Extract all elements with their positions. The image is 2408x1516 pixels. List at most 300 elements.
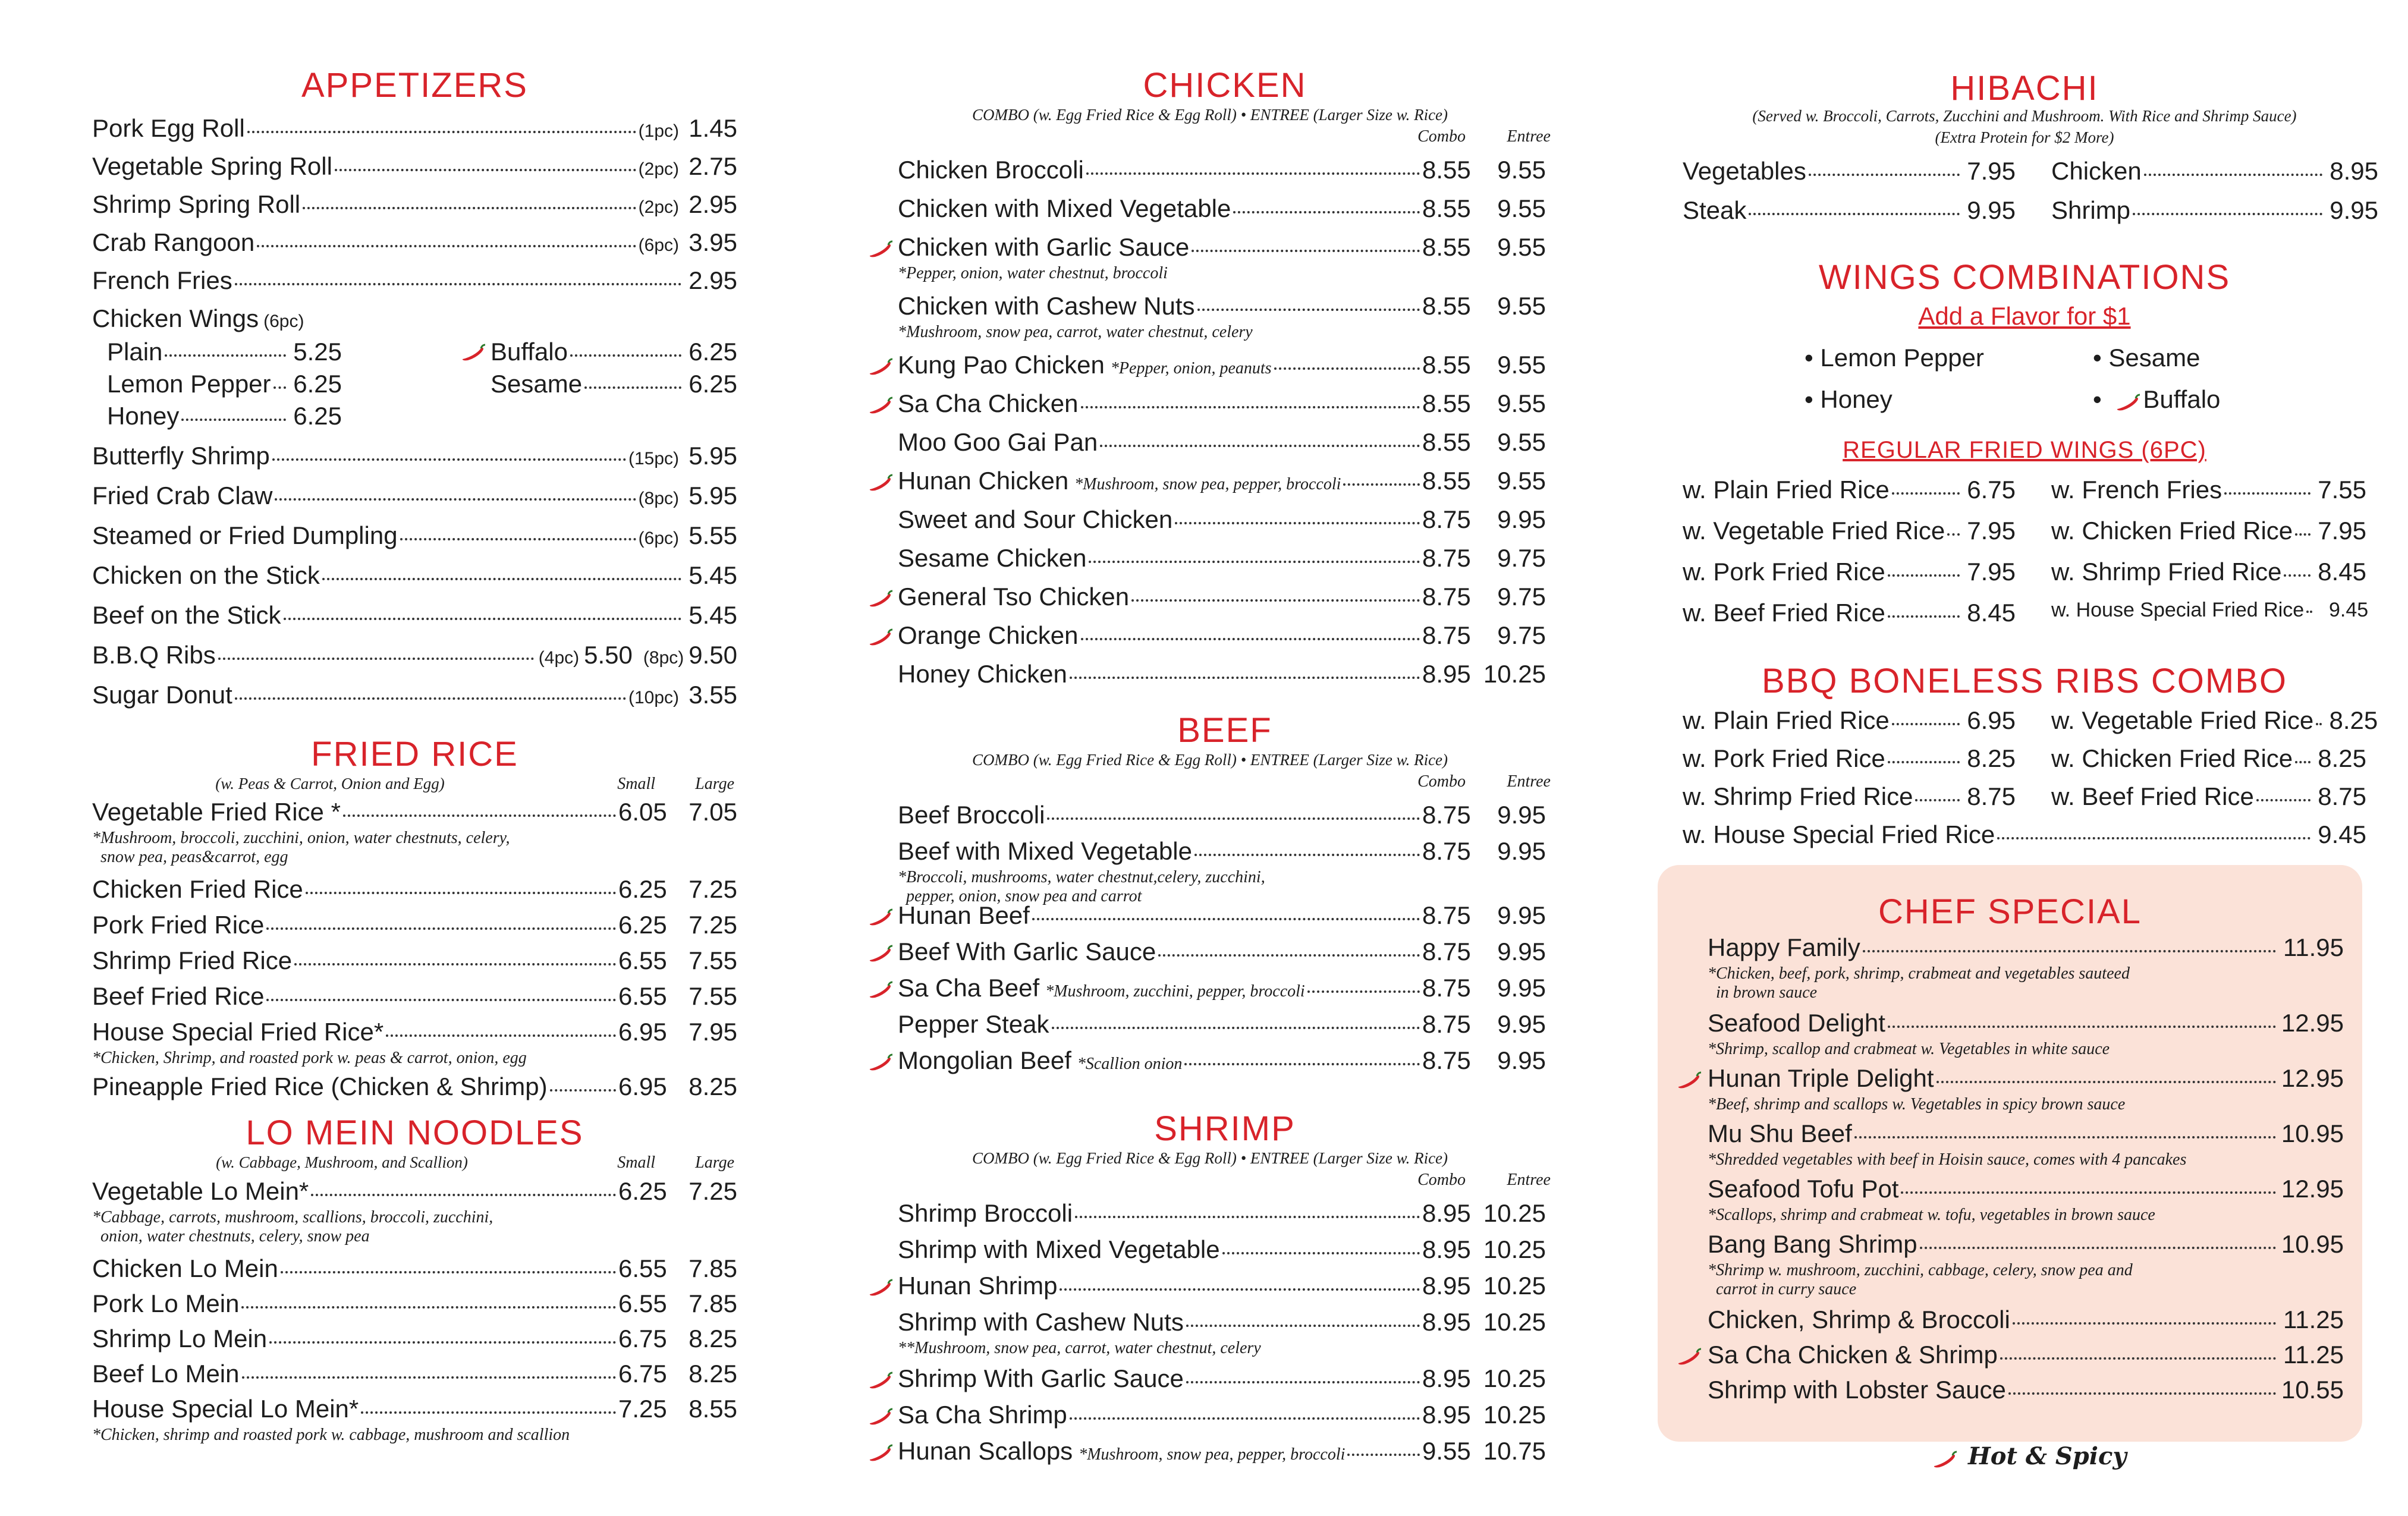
piece-count: (6pc) xyxy=(638,529,679,548)
item-name: General Tso Chicken xyxy=(898,583,1130,611)
menu-item xyxy=(1708,1230,2344,1259)
item-name: Sa Cha Chicken & Shrimp xyxy=(1708,1341,1998,1369)
item-price: 7.55 xyxy=(689,982,737,1010)
flavor-name: Buffalo xyxy=(2136,385,2221,413)
item-price: 9.95 xyxy=(1497,901,1546,929)
menu-item xyxy=(1708,1175,2344,1203)
piece-count: (10pc) xyxy=(628,688,679,707)
item-price: 9.55 xyxy=(1497,233,1546,261)
piece-count: (6pc) xyxy=(638,235,679,255)
item-price: 6.25 xyxy=(618,1177,667,1205)
item-price: 12.95 xyxy=(2281,1009,2344,1037)
bullet: • xyxy=(1805,344,1813,372)
menu-item xyxy=(1683,157,2016,185)
item-name: Chicken Broccoli xyxy=(898,156,1084,184)
item-name: Bang Bang Shrimp xyxy=(1708,1230,1917,1258)
item-name: Sa Cha Shrimp xyxy=(898,1401,1067,1429)
section-note: (Served w. Broccoli, Carrots, Zucchini and Mushroom. With Rice and Shrimp Sauce) xyxy=(1752,107,2297,125)
dot-leader xyxy=(269,1338,616,1344)
dot-leader xyxy=(1888,571,1960,577)
menu-item xyxy=(92,911,737,939)
item-price: 9.55 xyxy=(1497,428,1546,456)
item-price: 6.55 xyxy=(618,1289,667,1317)
dot-leader xyxy=(1158,951,1420,957)
menu-item xyxy=(1683,558,2016,586)
item-name: Shrimp Lo Mein xyxy=(92,1325,268,1353)
item-price: 9.45 xyxy=(2318,820,2366,848)
item-price: 10.25 xyxy=(1483,1235,1546,1263)
dot-leader xyxy=(322,574,681,580)
dot-leader xyxy=(2316,719,2322,725)
item-name: w. Shrimp Fried Rice xyxy=(1683,782,1913,810)
dot-leader xyxy=(1892,489,1960,495)
dot-leader xyxy=(1274,364,1420,370)
dot-leader xyxy=(1749,209,1960,215)
dot-leader xyxy=(272,455,626,461)
item-price: 7.25 xyxy=(689,875,737,903)
chili-pepper-icon xyxy=(868,474,893,492)
item-price: 5.45 xyxy=(689,601,737,629)
dot-leader xyxy=(266,995,616,1001)
dot-leader xyxy=(1809,170,1960,176)
item-note: *Mushroom, snow pea, pepper, broccoli xyxy=(1074,475,1341,493)
menu-item xyxy=(92,442,737,470)
menu-item xyxy=(2051,744,2366,773)
item-name: Steamed or Fried Dumpling xyxy=(92,521,398,549)
bullet: • xyxy=(1805,385,1813,413)
section-title: LO MEIN NOODLES xyxy=(246,1114,584,1152)
chili-pepper-icon xyxy=(868,1053,893,1071)
item-price: 8.95 xyxy=(1422,1235,1471,1263)
dot-leader xyxy=(1089,557,1420,563)
item-name: w. Pork Fried Rice xyxy=(1683,558,1885,586)
item-price: 12.95 xyxy=(2281,1175,2344,1203)
section-note: (w. Cabbage, Mushroom, and Scallion) xyxy=(216,1153,468,1171)
item-price: 10.25 xyxy=(1483,1272,1546,1300)
item-name: Chicken Fried Rice xyxy=(92,875,303,903)
menu-item xyxy=(898,1010,1546,1039)
menu-item xyxy=(898,467,1546,495)
dot-leader xyxy=(241,1303,616,1309)
dot-leader xyxy=(1175,518,1420,524)
item-name: Mu Shu Beef xyxy=(1708,1119,1852,1147)
item-name: Shrimp Broccoli xyxy=(898,1199,1073,1227)
item-price: 7.55 xyxy=(2318,476,2366,504)
chili-pepper-icon xyxy=(868,1444,893,1462)
wing-flavor xyxy=(491,370,737,398)
item-name: w. House Special Fried Rice xyxy=(2051,599,2305,621)
item-description: in brown sauce xyxy=(1716,983,1818,1002)
dot-leader xyxy=(1100,441,1420,447)
dot-leader xyxy=(550,1086,616,1092)
dot-leader xyxy=(1070,1414,1420,1420)
chili-pepper-icon xyxy=(868,1279,893,1297)
dot-leader xyxy=(1888,757,1960,763)
item-price: 8.75 xyxy=(1422,1010,1471,1038)
hot-spicy-legend: Hot & Spicy xyxy=(1968,1442,2127,1470)
item-name: w. French Fries xyxy=(2051,476,2222,504)
section-title: APPETIZERS xyxy=(301,66,528,105)
item-name: Shrimp with Mixed Vegetable xyxy=(898,1235,1220,1263)
item-price: 7.55 xyxy=(689,946,737,974)
item-name: Beef With Garlic Sauce xyxy=(898,938,1156,965)
menu-item xyxy=(1683,196,2016,225)
item-name: Sa Cha Chicken xyxy=(898,389,1079,417)
column-header: Entree xyxy=(1507,772,1551,791)
dot-leader xyxy=(1194,850,1420,856)
item-price: 9.55 xyxy=(1497,467,1546,495)
item-name: Beef on the Stick xyxy=(92,601,281,629)
item-price: 8.45 xyxy=(1967,599,2016,627)
item-price: 10.95 xyxy=(2281,1230,2344,1258)
item-price: 8.55 xyxy=(1422,292,1471,320)
item-price: 6.25 xyxy=(293,370,342,398)
menu-item xyxy=(92,1177,737,1206)
flavor-name: Honey xyxy=(1813,385,1893,413)
menu-item xyxy=(1708,1009,2344,1037)
item-name: Pepper Steak xyxy=(898,1010,1049,1038)
section-note: COMBO (w. Egg Fried Rice & Egg Roll) • ENTREE (Larger Size w. Rice) xyxy=(972,1149,1448,1167)
menu-item xyxy=(92,1360,737,1388)
dot-leader xyxy=(294,960,616,965)
item-description: *Beef, shrimp and scallops w. Vegetables in spicy brown sauce xyxy=(1708,1095,2126,1114)
section-title: BBQ BONELESS RIBS COMBO xyxy=(1762,662,2287,700)
item-price: 8.45 xyxy=(2318,558,2366,586)
item-name: Vegetable Spring Roll xyxy=(92,152,332,180)
section-title: FRIED RICE xyxy=(311,735,518,773)
item-name: Sweet and Sour Chicken xyxy=(898,505,1173,533)
menu-item xyxy=(2051,196,2378,225)
dot-leader xyxy=(281,1267,616,1273)
dot-leader xyxy=(2013,1319,2276,1325)
item-price: 6.55 xyxy=(618,982,667,1010)
menu-item xyxy=(1683,476,2016,504)
item-price: 8.75 xyxy=(1967,782,2016,810)
item-price: 9.50 xyxy=(689,641,737,669)
item-price: 10.25 xyxy=(1483,660,1546,688)
item-price: 8.75 xyxy=(1422,801,1471,829)
item-price: 11.95 xyxy=(2283,933,2344,961)
section-title: SHRIMP xyxy=(1154,1109,1296,1148)
item-price: 5.50 xyxy=(584,641,633,669)
item-description: *Scallops, shrimp and crabmeat w. tofu, vegetables in brown sauce xyxy=(1708,1206,2155,1224)
chili-pepper-icon xyxy=(1932,1451,1957,1468)
dot-leader xyxy=(2306,607,2312,613)
menu-item xyxy=(92,681,737,709)
item-price: 8.75 xyxy=(1422,938,1471,965)
item-description: pepper, onion, snow pea and carrot xyxy=(906,887,1142,905)
bullet: • xyxy=(2093,344,2102,372)
chili-pepper-icon xyxy=(461,344,486,361)
chili-pepper-icon xyxy=(868,981,893,999)
menu-item xyxy=(92,1254,737,1283)
item-price: 8.55 xyxy=(689,1395,737,1423)
item-name: Beef Broccoli xyxy=(898,801,1045,829)
item-name: Beef Fried Rice xyxy=(92,982,265,1010)
item-price: 8.25 xyxy=(2329,706,2378,734)
item-price: 6.05 xyxy=(618,798,667,826)
flavor-option xyxy=(2093,344,2200,372)
item-price: 8.75 xyxy=(1422,621,1471,649)
item-note: *Scallion onion xyxy=(1077,1055,1183,1073)
dot-leader xyxy=(2284,571,2310,577)
item-price: 5.95 xyxy=(689,442,737,470)
item-name: Shrimp Spring Roll xyxy=(92,190,301,218)
dot-leader xyxy=(1186,1377,1420,1383)
item-price: 9.95 xyxy=(1497,505,1546,533)
add-flavor-link[interactable]: Add a Flavor for $1 xyxy=(1918,302,2131,330)
item-name: Shrimp with Cashew Nuts xyxy=(898,1308,1184,1336)
item-price: 9.95 xyxy=(1497,938,1546,965)
item-price: 7.25 xyxy=(618,1395,667,1423)
item-price: 9.55 xyxy=(1497,194,1546,222)
menu-item xyxy=(92,982,737,1011)
menu-item xyxy=(1708,1306,2344,1334)
item-price: 8.95 xyxy=(1422,1199,1471,1227)
dot-leader xyxy=(1032,914,1420,920)
menu-item xyxy=(92,114,737,143)
item-price: 7.25 xyxy=(689,1177,737,1205)
wing-flavor xyxy=(107,338,342,366)
dot-leader xyxy=(2295,530,2310,536)
column-header: Entree xyxy=(1507,127,1551,146)
item-price: 8.75 xyxy=(1422,583,1471,611)
section-title: HIBACHI xyxy=(1950,69,2099,108)
item-name: Seafood Tofu Pot xyxy=(1708,1175,1899,1203)
menu-item xyxy=(92,482,737,510)
item-name: Hunan Beef xyxy=(898,901,1030,929)
item-name: Chicken with Garlic Sauce xyxy=(898,233,1190,261)
menu-item xyxy=(2051,476,2366,504)
piece-count: (2pc) xyxy=(638,159,679,179)
item-price: 1.45 xyxy=(689,114,737,142)
item-price: 9.55 xyxy=(1497,389,1546,417)
item-name: Pork Egg Roll xyxy=(92,114,245,142)
item-description: *Shrimp, scallop and crabmeat w. Vegetables in white sauce xyxy=(1708,1040,2110,1058)
piece-count: (8pc) xyxy=(638,489,679,508)
column-header: Large xyxy=(695,775,734,793)
item-price: 8.55 xyxy=(1422,428,1471,456)
section-note: (Extra Protein for $2 More) xyxy=(1935,128,2114,146)
menu-item xyxy=(898,938,1546,966)
item-price: 8.25 xyxy=(689,1360,737,1388)
item-price: 9.95 xyxy=(1497,974,1546,1002)
item-price: 7.85 xyxy=(689,1254,737,1282)
menu-item xyxy=(1683,599,2016,627)
item-description: *Chicken, Shrimp, and roasted pork w. peas & carrot, onion, egg xyxy=(92,1049,527,1067)
item-price: 11.25 xyxy=(2283,1341,2344,1369)
dot-leader xyxy=(1047,814,1420,820)
item-price: 7.95 xyxy=(1967,517,2016,545)
item-name: Sesame Chicken xyxy=(898,544,1087,572)
section-note: (w. Peas & Carrot, Onion and Egg) xyxy=(215,775,445,792)
item-name: Shrimp with Lobster Sauce xyxy=(1708,1376,2006,1404)
item-price: 2.75 xyxy=(689,152,737,180)
item-price: 5.45 xyxy=(689,561,737,589)
menu-item xyxy=(1708,933,2344,962)
menu-item xyxy=(898,837,1546,866)
menu-item xyxy=(1708,1119,2344,1148)
menu-item xyxy=(92,228,737,257)
menu-item xyxy=(898,156,1546,184)
menu-item xyxy=(898,1046,1546,1075)
chili-pepper-icon xyxy=(1677,1348,1702,1366)
flavor-name: Sesame xyxy=(2101,344,2200,372)
menu-item xyxy=(92,1395,737,1423)
menu-item xyxy=(92,152,737,181)
item-price: 8.55 xyxy=(1422,467,1471,495)
item-price: 10.25 xyxy=(1483,1401,1546,1429)
item-price: 8.95 xyxy=(1422,660,1471,688)
piece-count: (6pc) xyxy=(263,312,304,331)
item-name: w. Chicken Fried Rice xyxy=(2051,744,2293,772)
column-header: Small xyxy=(617,1153,655,1172)
menu-item xyxy=(92,266,737,295)
item-name: Kung Pao Chicken xyxy=(898,351,1105,379)
menu-item xyxy=(898,1401,1546,1429)
item-name: Chicken Lo Mein xyxy=(92,1254,278,1282)
item-price: 6.25 xyxy=(689,370,737,398)
dot-leader xyxy=(1184,1059,1420,1065)
dot-leader xyxy=(303,203,636,209)
section-title: CHICKEN xyxy=(1143,66,1307,105)
item-price: 7.95 xyxy=(689,1018,737,1046)
item-name: Beef with Mixed Vegetable xyxy=(898,837,1192,865)
item-price: 8.75 xyxy=(1422,901,1471,929)
dot-leader xyxy=(1947,530,1960,536)
item-price: 10.75 xyxy=(1483,1437,1546,1465)
item-note: *Pepper, onion, peanuts xyxy=(1110,359,1272,378)
item-price: 5.95 xyxy=(689,482,737,509)
item-price: 8.75 xyxy=(1422,544,1471,572)
menu-item xyxy=(2051,558,2366,586)
section-title: WINGS COMBINATIONS xyxy=(1818,258,2231,297)
item-price: 6.25 xyxy=(618,875,667,903)
item-description: *Chicken, beef, pork, shrimp, crabmeat and vegetables sauteed xyxy=(1708,964,2130,983)
piece-count: (8pc) xyxy=(643,648,684,668)
item-price: 7.05 xyxy=(689,798,737,826)
dot-leader xyxy=(2144,170,2322,176)
dot-leader xyxy=(2256,795,2310,801)
chili-pepper-icon xyxy=(868,628,893,646)
dot-leader xyxy=(284,614,681,620)
menu-item xyxy=(898,583,1546,611)
item-description: *Mushroom, snow pea, carrot, water chestnut, celery xyxy=(898,323,1253,341)
item-price: 7.25 xyxy=(689,911,737,939)
menu-item xyxy=(92,601,737,630)
item-price: 10.25 xyxy=(1483,1199,1546,1227)
item-name: w. Chicken Fried Rice xyxy=(2051,517,2293,545)
dot-leader xyxy=(1233,207,1420,213)
item-description: *Shrimp w. mushroom, zucchini, cabbage, celery, snow pea and xyxy=(1708,1261,2133,1279)
dot-leader xyxy=(1081,634,1420,640)
item-price: 9.95 xyxy=(1497,1046,1546,1074)
item-description: carrot in curry sauce xyxy=(1716,1280,1857,1298)
dot-leader xyxy=(343,811,616,817)
menu-item xyxy=(2051,517,2366,545)
item-name: Moo Goo Gai Pan xyxy=(898,428,1098,456)
item-name: w. Pork Fried Rice xyxy=(1683,744,1885,772)
item-description: snow pea, peas&carrot, egg xyxy=(100,848,288,866)
piece-count: (4pc) xyxy=(538,648,580,668)
bullet: • xyxy=(2093,385,2102,413)
item-price: 9.95 xyxy=(2330,196,2378,224)
item-name: Crab Rangoon xyxy=(92,228,255,256)
item-price: 7.95 xyxy=(2318,517,2366,545)
item-price: 6.95 xyxy=(618,1018,667,1046)
item-name: House Special Lo Mein* xyxy=(92,1395,359,1423)
dot-leader xyxy=(2008,1389,2276,1395)
item-price: 8.55 xyxy=(1422,194,1471,222)
dot-leader xyxy=(275,495,636,501)
item-price: 8.75 xyxy=(1422,974,1471,1002)
item-price: 9.75 xyxy=(1497,583,1546,611)
dot-leader xyxy=(1997,834,2310,839)
dot-leader xyxy=(1854,1133,2276,1138)
dot-leader xyxy=(1920,1243,2276,1249)
menu-item xyxy=(898,505,1546,534)
item-name: Butterfly Shrimp xyxy=(92,442,270,470)
flavor-option xyxy=(1805,344,1984,372)
chili-pepper-icon xyxy=(868,240,893,258)
menu-item xyxy=(2051,706,2378,735)
item-price: 10.25 xyxy=(1483,1308,1546,1336)
item-name: Pork Lo Mein xyxy=(92,1289,240,1317)
section-note: COMBO (w. Egg Fried Rice & Egg Roll) • ENTREE (Larger Size w. Rice) xyxy=(972,106,1448,124)
menu-item xyxy=(898,351,1546,379)
item-price: 7.95 xyxy=(1967,157,2016,185)
item-name: Seafood Delight xyxy=(1708,1009,1885,1037)
flavor-option xyxy=(2093,385,2220,414)
menu-item xyxy=(92,946,737,975)
dot-leader xyxy=(1192,246,1420,252)
item-price: 2.95 xyxy=(689,190,737,218)
dot-leader xyxy=(1888,1022,2276,1028)
item-price: 9.95 xyxy=(1497,801,1546,829)
item-name: w. Shrimp Fried Rice xyxy=(2051,558,2282,586)
piece-count: (1pc) xyxy=(638,121,679,141)
dot-leader xyxy=(1892,719,1960,725)
menu-item xyxy=(898,428,1546,457)
item-name: Shrimp Fried Rice xyxy=(92,946,293,974)
item-price: 9.55 xyxy=(1497,156,1546,184)
menu-item xyxy=(92,1289,737,1318)
item-name: w. Plain Fried Rice xyxy=(1683,706,1890,734)
item-description: *Cabbage, carrots, mushroom, scallions, broccoli, zucchini, xyxy=(92,1208,493,1226)
dot-leader xyxy=(1901,1188,2276,1194)
dot-leader xyxy=(1937,1077,2276,1083)
item-price: 6.75 xyxy=(1967,476,2016,504)
chili-pepper-icon xyxy=(868,1408,893,1426)
item-name: w. Beef Fried Rice xyxy=(1683,599,1885,627)
item-price: 7.85 xyxy=(689,1289,737,1317)
menu-item xyxy=(1683,706,2016,735)
menu-item xyxy=(898,1272,1546,1300)
item-price: 6.55 xyxy=(618,946,667,974)
dot-leader xyxy=(1186,1321,1420,1327)
dot-leader xyxy=(584,383,681,389)
menu-item xyxy=(898,544,1546,573)
column-header: Combo xyxy=(1417,1171,1466,1189)
item-price: 6.25 xyxy=(618,911,667,939)
item-name: w. House Special Fried Rice xyxy=(1683,820,1995,848)
item-name: Orange Chicken xyxy=(898,621,1079,649)
item-price: 6.25 xyxy=(293,402,342,430)
menu-item xyxy=(898,1235,1546,1264)
item-price: 6.95 xyxy=(1967,706,2016,734)
item-name: Beef Lo Mein xyxy=(92,1360,240,1388)
dot-leader xyxy=(1052,1023,1420,1029)
